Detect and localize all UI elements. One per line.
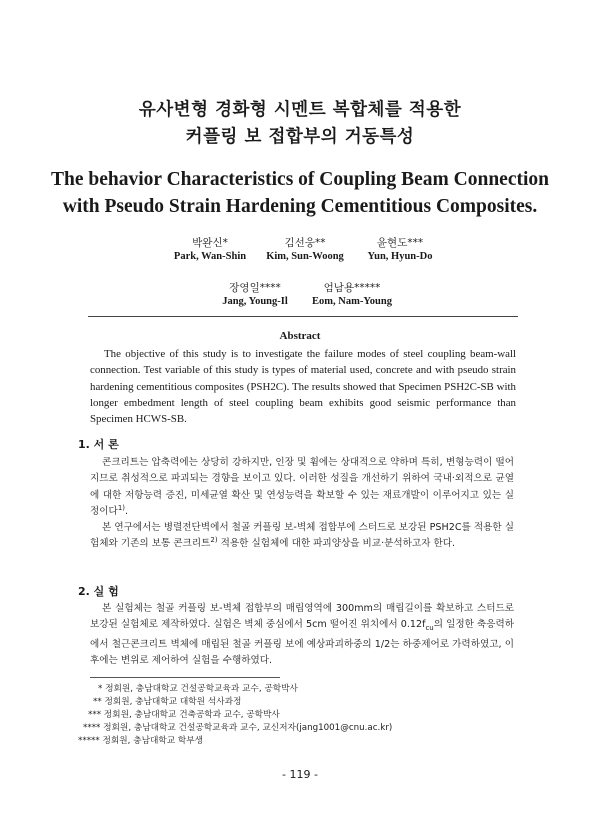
section-1-paragraph-1 — [90, 455, 514, 520]
section-2-paragraph-1-text: 본 실험체는 철골 커플링 보-벽체 접합부의 매립영역에 300mm의 매립길이를 확보하고 스터드로 보강된 실험체로 제작하였다. 실험은 벽체 중심에서 5cm 떨어진 위치에서 0.12f — [90, 603, 514, 631]
author-4-korean-name: 장영일**** — [229, 282, 281, 294]
author-1-korean-name: 박완신* — [192, 237, 228, 249]
section-2-heading: 2. 실 험 — [78, 585, 119, 598]
abstract-heading: Abstract — [279, 330, 321, 342]
footnote-divider — [90, 677, 280, 678]
footnote-1: * 정회원, 충남대학교 건설공학교육과 교수, 공학박사 — [98, 684, 298, 694]
author-2-english-name: Kim, Sun-Woong — [266, 251, 344, 262]
section-1-paragraph-1-end: . — [125, 505, 129, 517]
section-1-paragraph-2-end: 적용한 실험체에 대한 파괴양상을 비교·분석하고자 한다. — [217, 538, 456, 550]
author-5-english-name: Eom, Nam-Young — [312, 296, 392, 307]
author-2-korean-name: 김선웅** — [284, 237, 326, 249]
section-1-heading: 1. 서 론 — [78, 438, 119, 451]
title-english-line-2: with Pseudo Strain Hardening Cementitious Composites. — [62, 196, 538, 217]
title-korean-line-1: 유사변형 경화형 시멘트 복합체를 적용한 — [138, 100, 462, 120]
author-1-english-name: Park, Wan-Shin — [173, 251, 247, 262]
author-5-korean-name: 엄남용***** — [323, 282, 381, 294]
footnote-3: *** 정회원, 충남대학교 건축공학과 교수, 공학박사 — [88, 710, 280, 720]
title-english-line-1: The behavior Characteristics of Coupling Beam Connection — [51, 169, 549, 190]
section-2-paragraph-1 — [90, 601, 514, 669]
section-2-paragraph-1-end: 의 일정한 축응력하에서 철근콘크리트 벽체에 매립된 철골 커플링 보에 예상파괴하중의 1/2는 하중제어로 가력하였고, 이후에는 변위로 제어하여 실험을 수행하였다. — [90, 619, 514, 666]
section-1-paragraph-2-text: 본 연구에서는 병렬전단벽에서 철골 커플링 보-벽체 접합부에 스터드로 보강된 PSH2C를 적용한 실험체와 기존의 보통 콘크리트 — [90, 522, 514, 550]
author-4-english-name: Jang, Young-Il — [222, 296, 288, 307]
page-number: - 119 - — [282, 768, 318, 781]
section-1-paragraph-2 — [90, 520, 514, 553]
author-3-korean-name: 윤현도*** — [376, 237, 424, 249]
subscript-cu: cu — [425, 624, 434, 633]
footnote-4: **** 정회원, 충남대학교 건설공학교육과 교수, 교신저자(jang1001@cnu.ac.kr) — [83, 723, 393, 733]
header-divider — [88, 316, 518, 317]
citation-2: 2) — [210, 536, 218, 545]
author-3 — [320, 236, 480, 264]
author-5 — [272, 281, 432, 309]
footnote-5: ***** 정회원, 충남대학교 학부생 — [78, 736, 204, 746]
title-korean-line-2: 커플링 보 접합부의 거동특성 — [185, 127, 415, 147]
footnote-2: ** 정회원, 충남대학교 대학원 석사과정 — [93, 697, 242, 707]
section-1-paragraph-1-text: 콘크리트는 압축력에는 상당히 강하지만, 인장 및 휨에는 상대적으로 약하며 특히, 변형능력이 떨어지므로 취성적으로 파괴되는 경향을 보이고 있다. 이러한 성질을 개선하기 위하여 국내·외적으로 균열에 대한 저항능력 증진, 미세균열 확산 및 연성능력을 확보할 수 있는 재료개발이 이루어지고 있는 실정이다 — [90, 457, 514, 517]
abstract-body: The objective of this study is to investigate the failure modes of steel coupling beam-wall connection. Test variable of this study is types of material used, concrete and with pseudo strain hardening cementitious composites (PSH2C). The results showed that Specimen PSH2C-SB with longer embedment length of steel coupling beam exhibits good seismic performance than Specimen HCWS-SB. — [90, 348, 516, 426]
citation-1: 1) — [117, 503, 125, 512]
author-3-english-name: Yun, Hyun-Do — [367, 251, 433, 262]
